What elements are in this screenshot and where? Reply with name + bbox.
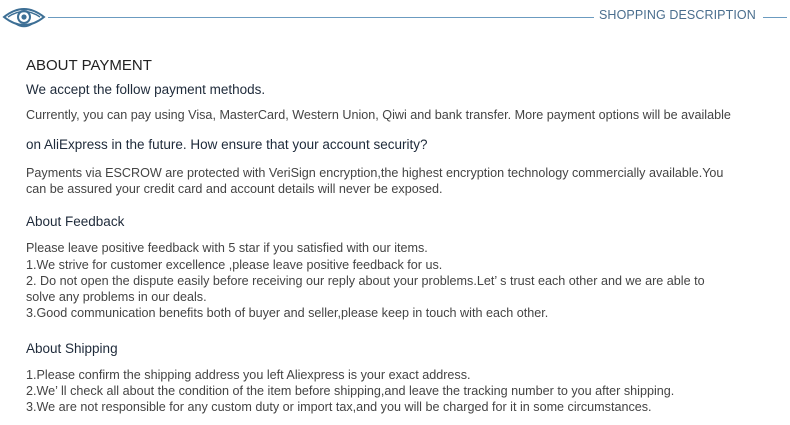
- feedback-heading: About Feedback: [26, 214, 125, 229]
- header-bar: [0, 0, 790, 34]
- feedback-line: 2. Do not open the dispute easily before receiving our reply about your problems.Let’ s trust each other and we are able to: [26, 274, 705, 288]
- feedback-line: solve any problems in our deals.: [26, 290, 207, 304]
- feedback-line: 1.We strive for customer excellence ,please leave positive feedback for us.: [26, 258, 443, 272]
- shipping-line: 3.We are not responsible for any custom duty or import tax,and you will be charged for it in some circumstances.: [26, 400, 652, 414]
- escrow-text-line: Payments via ESCROW are protected with VeriSign encryption,the highest encryption technology commercially available.You: [26, 166, 724, 180]
- payment-heading: ABOUT PAYMENT: [26, 57, 152, 74]
- eye-swirl-logo-icon: [2, 4, 46, 30]
- feedback-line: Please leave positive feedback with 5 star if you satisfied with our items.: [26, 241, 428, 255]
- feedback-line: 3.Good communication benefits both of buyer and seller,please keep in touch with each other.: [26, 306, 549, 320]
- header-divider-right: [763, 17, 787, 18]
- escrow-text-line: can be assured your credit card and account details will never be exposed.: [26, 182, 443, 196]
- section-title: SHOPPING DESCRIPTION: [599, 8, 756, 22]
- shipping-line: 1.Please confirm the shipping address you left Aliexpress is your exact address.: [26, 368, 471, 382]
- payment-methods-text: Currently, you can pay using Visa, MasterCard, Western Union, Qiwi and bank transfer. More payment options will be available: [26, 108, 731, 122]
- header-divider-left: [48, 17, 594, 18]
- shipping-heading: About Shipping: [26, 341, 118, 356]
- shipping-line: 2.We’ ll check all about the condition of the item before shipping,and leave the tracking number to you after shipping.: [26, 384, 675, 398]
- payment-security-question: on AliExpress in the future. How ensure that your account security?: [26, 137, 428, 152]
- payment-accept-text: We accept the follow payment methods.: [26, 82, 266, 97]
